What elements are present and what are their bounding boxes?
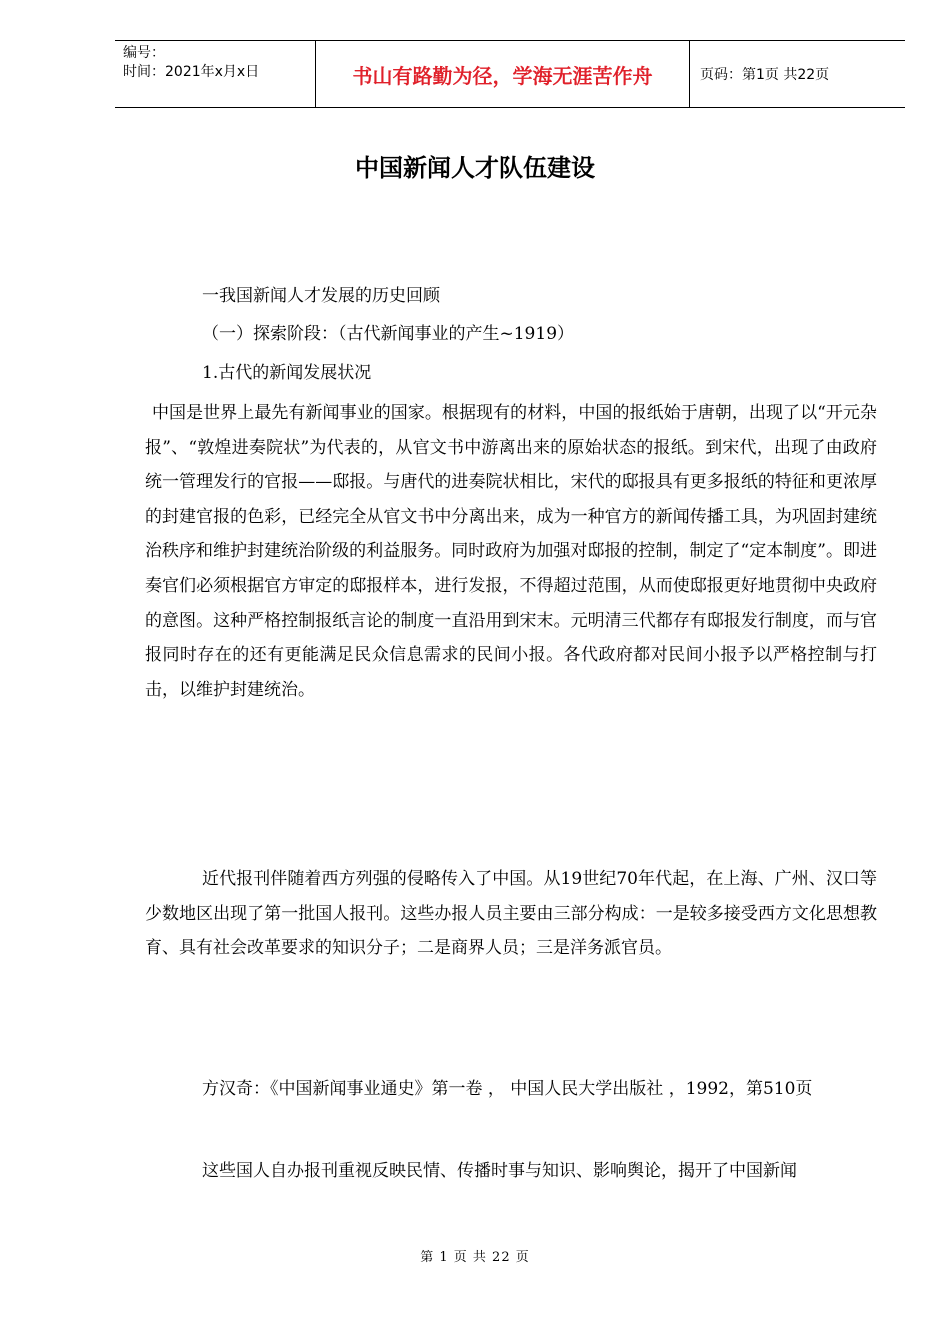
page-title: 中国新闻人才队伍建设: [355, 153, 595, 182]
header-page-cell: [690, 41, 905, 107]
section-heading: [145, 279, 877, 314]
subsection-heading-text: （一）探索阶段：（古代新闻事业的产生~1919）: [202, 324, 575, 344]
footnote-citation: 方汉奇：《中国新闻事业通史》第一卷 ， 中国人民大学出版社 ，1992，第510页: [202, 1079, 813, 1099]
document-number-label: 编号：: [123, 45, 165, 61]
paragraph-ancient-news: 中国是世界上最先有新闻事业的国家。根据现有的材料，中国的报纸始于唐朝，出现了以“开元杂报”、“敦煌进奏院状”为代表的，从官文书中游离出来的原始状态的报纸。到宋代，出现了由政府统一管理发行的官报——邸报。与唐代的进奏院状相比，宋代的邸报具有更多报纸的特征和更浓厚的封建官报的色彩，已经完全从官文书中分离出来，成为一种官方的新闻传播工具，为巩固封建统治秩序和维护封建统治阶级的利益服务。同时政府为加强对邸报的控制，制定了“定本制度”。即进奏官们必须根据官方审定的邸报样本，进行发报，不得超过范围，从而使邸报更好地贯彻中央政府的意图。这种严格控制报纸言论的制度一直沿用到宋末。元明清三代都存有邸报发行制度，而与官报同时存在的还有更能满足民众信息需求的民间小报。各代政府都对民间小报予以严格控制与打击，以维护封建统治。: [145, 403, 877, 700]
subsection-heading: [145, 317, 877, 352]
motto-text: 书山有路勤为径，学海无涯苦作舟: [352, 63, 653, 88]
paragraph-modern-press: 近代报刊伴随着西方列强的侵略传入了中国。从19世纪70年代起，在上海、广州、汉口等少数地区出现了第一批国人报刊。这些办报人员主要由三部分构成：一是较多接受西方文化思想教育、具有社会改革要求的知识分子；二是商界人员；三是洋务派官员。: [145, 869, 877, 959]
item-heading-text: 1.古代的新闻发展状况: [202, 363, 372, 383]
item-heading: [145, 356, 877, 391]
header-motto-cell: [316, 41, 690, 107]
header-meta-cell: [115, 41, 316, 107]
document-time-label: 时间：2021年x月x日: [123, 64, 260, 80]
header-table: [115, 40, 905, 108]
page-info: 页码：第1页 共22页: [700, 67, 830, 83]
paragraph-continuation: 这些国人自办报刊重视反映民情、传播时事与知识、影响舆论，揭开了中国新闻: [202, 1161, 797, 1181]
page-footer: 第 1 页 共 22 页: [420, 1250, 530, 1265]
section-heading-text: 一我国新闻人才发展的历史回顾: [202, 286, 440, 306]
